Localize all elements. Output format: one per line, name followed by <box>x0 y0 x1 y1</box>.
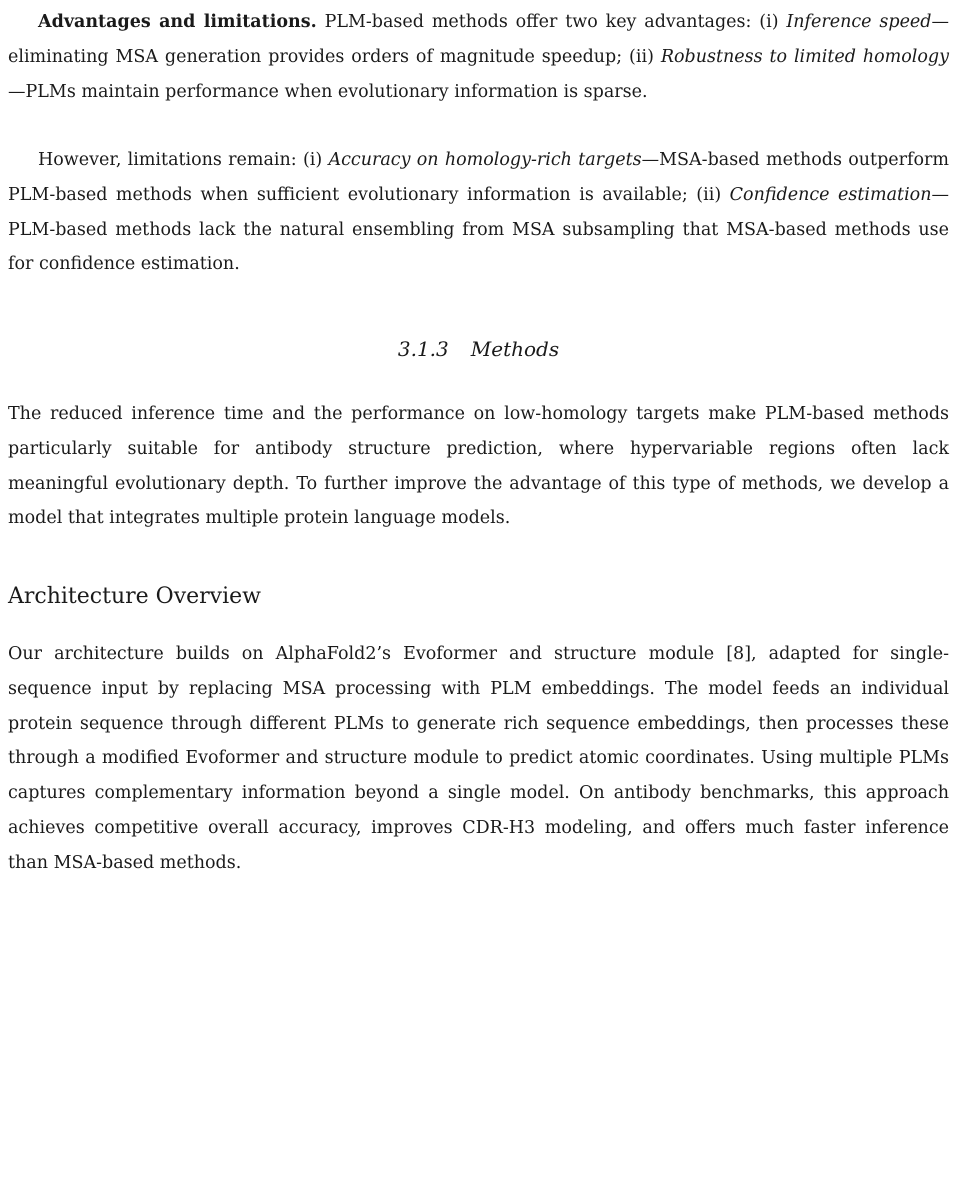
text-span: —PLM-based methods lack the natural ensembling from MSA subsampling that MSA-based methods use for confidence estimation. <box>8 184 949 275</box>
advantage-item-1: Inference speed <box>786 12 932 32</box>
text-span: —MSA-based methods outperform PLM-based methods when sufficient evolutionary information is available; (ii) <box>8 150 949 205</box>
text-span: —eliminating MSA generation provides orders of magnitude speedup; (ii) <box>8 12 949 67</box>
paragraph-lead: Advantages and limitations. <box>38 12 317 32</box>
text-span: —PLMs maintain performance when evolutionary information is sparse. <box>8 81 648 102</box>
limitation-item-2: Confidence estimation <box>729 184 932 205</box>
paragraph-advantages <box>8 5 949 109</box>
subsection-heading <box>8 334 949 364</box>
paragraph-limitations <box>8 143 949 282</box>
text-span: PLM-based methods offer two key advantages: (i) <box>316 12 787 32</box>
advantage-item-2: Robustness to limited homology <box>660 46 949 67</box>
subsection-title: Methods <box>470 337 560 361</box>
paragraph-methods: The reduced inference time and the performance on low-homology targets make PLM-based methods particularly suitable for antibody structure prediction, where hypervariable regions often lack meaningful evolutionary depth. To further improve the advantage of this type of methods, we develop a model that integrates multiple protein language models. <box>8 404 949 529</box>
paragraph-architecture: Our architecture builds on AlphaFold2’s Evoformer and structure module [8], adapted for single-sequence input by replacing MSA processing with PLM embeddings. The model feeds an individual protein sequence through different PLMs to generate rich sequence embeddings, then processes these through a modified Evoformer and structure module to predict atomic coordinates. Using multiple PLMs captures complementary information beyond a single model. On antibody benchmarks, this approach achieves competitive overall accuracy, improves CDR-H3 modeling, and offers much faster inference than MSA-based methods. <box>8 644 949 873</box>
limitation-item-1: Accuracy on homology-rich targets <box>328 150 642 170</box>
subsection-number: 3.1.3 <box>397 337 449 361</box>
section-heading-architecture: Architecture Overview <box>8 584 261 609</box>
text-span: However, limitations remain: (i) <box>38 150 329 170</box>
